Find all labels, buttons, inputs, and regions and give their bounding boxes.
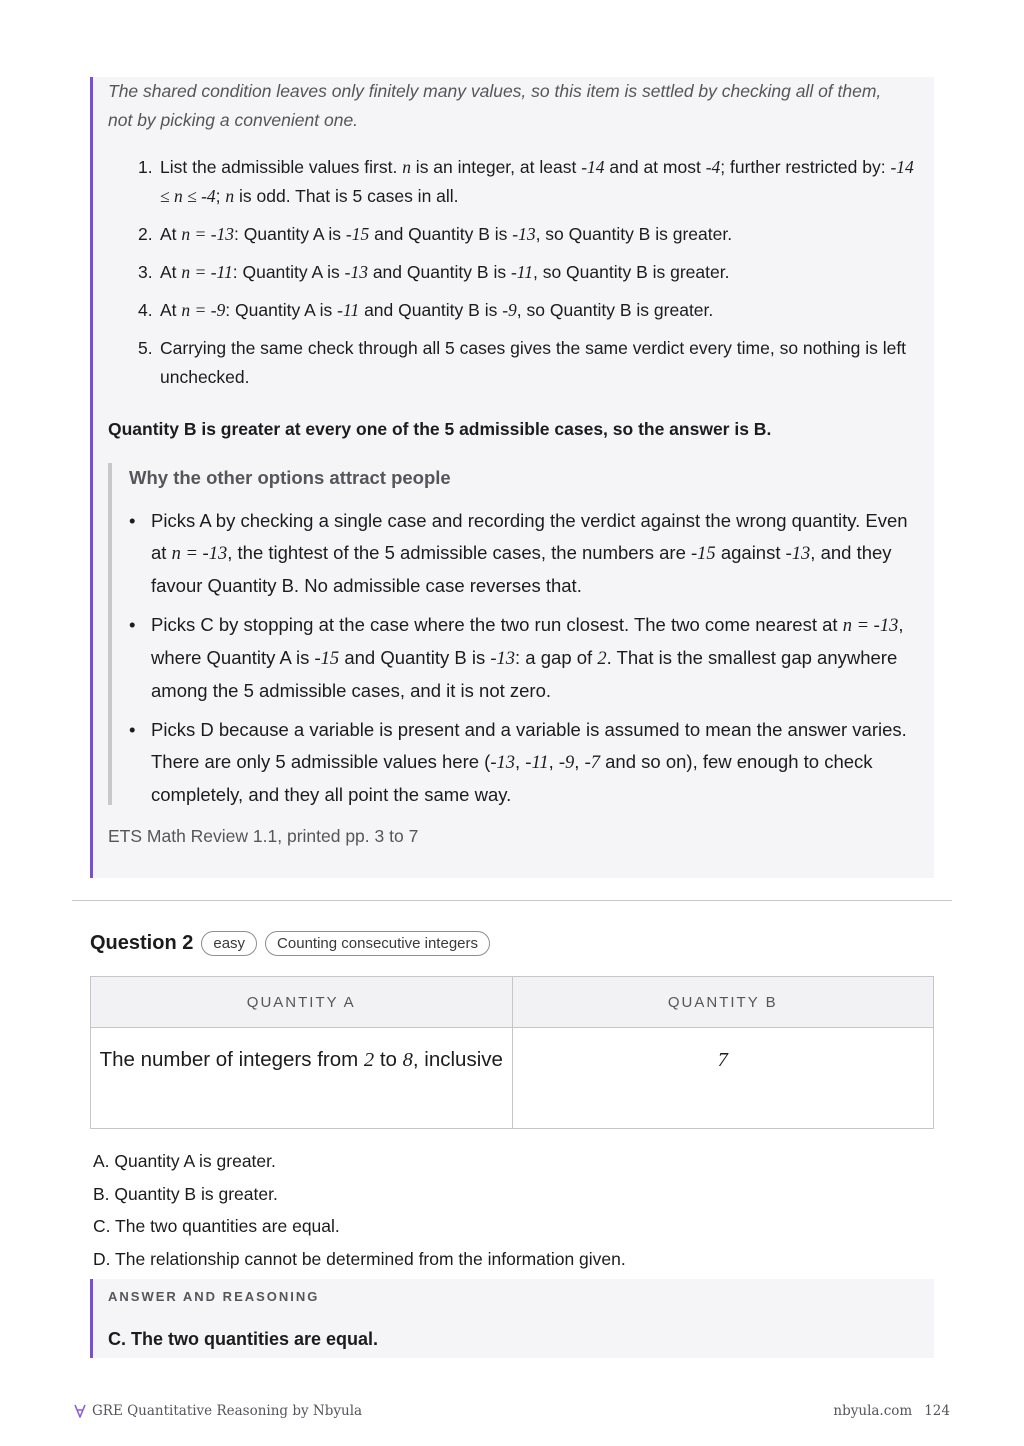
solution-step: 2. At n = -13: Quantity A is -15 and Quantity B is -13, so Quantity B is greater. — [138, 224, 733, 244]
answer-panel — [90, 1279, 934, 1358]
quantity-a-header: QUANTITY A — [91, 977, 513, 1028]
choice-b: B. Quantity B is greater. — [93, 1183, 278, 1204]
explanation-panel — [90, 77, 934, 878]
quantity-b-header: QUANTITY B — [512, 977, 934, 1028]
distractor-title: Why the other options attract people — [129, 467, 451, 488]
distractor-list — [129, 505, 909, 818]
conclusion: Quantity B is greater at every one of the 5 admissible cases, so the answer is B. — [108, 419, 772, 439]
distractor-item: • Picks A by checking a single case and recording the verdict against the wrong quantity. Even at n = -13, the tightest of the 5 admissible cases, the numbers are -15 against -13, and they favour Quantity B. No admissible case reverses that. — [129, 505, 909, 602]
solution-steps — [108, 153, 923, 401]
nbyula-logo-icon — [72, 1403, 88, 1419]
book-title: GRE Quantitative Reasoning by Nbyula — [92, 1403, 363, 1419]
explanation-intro: The shared condition leaves only finitely many values, so this item is settled by checking all of them, not by picking a convenient one. — [108, 81, 882, 130]
solution-step: 5. Carrying the same check through all 5 cases gives the same verdict every time, so nothing is left unchecked. — [138, 338, 907, 387]
answer-text: C. The two quantities are equal. — [108, 1329, 379, 1349]
site-link[interactable]: nbyula.com — [833, 1403, 913, 1419]
footer-right — [821, 1403, 950, 1419]
solution-step: 3. At n = -11: Quantity A is -13 and Quantity B is -11, so Quantity B is greater. — [138, 262, 730, 282]
section-divider — [72, 900, 952, 901]
quantity-table — [90, 976, 934, 1129]
source-citation: ETS Math Review 1.1, printed pp. 3 to 7 — [108, 826, 419, 846]
question-title: Question 2 — [90, 932, 194, 954]
choice-a: A. Quantity A is greater. — [93, 1151, 276, 1171]
topic-tag: Counting consecutive integers — [265, 931, 490, 956]
page-number: 124 — [924, 1403, 950, 1419]
distractor-item: • Picks C by stopping at the case where the two run closest. The two come nearest at n = -13, where Quantity A is -15 and Quantity B is -13: a gap of 2. That is the smallest gap anywhere among the 5 admissible cases, and it is not zero. — [129, 609, 909, 707]
distractor-analysis — [108, 463, 920, 805]
choice-c: C. The two quantities are equal. — [93, 1216, 340, 1236]
question-header — [90, 931, 498, 956]
choice-d: D. The relationship cannot be determined from the information given. — [93, 1248, 626, 1269]
quantity-b-cell: 7 — [512, 1028, 934, 1129]
quantity-a-cell: The number of integers from 2 to 8, inclusive — [91, 1028, 513, 1129]
difficulty-tag: easy — [201, 931, 257, 956]
answer-label: ANSWER AND REASONING — [108, 1289, 320, 1304]
footer-left — [72, 1403, 362, 1419]
solution-step: 4. At n = -9: Quantity A is -11 and Quantity B is -9, so Quantity B is greater. — [138, 300, 714, 320]
solution-step: 1. List the admissible values first. n is an integer, at least -14 and at most -4; further restricted by: -14 ≤ n ≤ -4; n is odd. That is 5 cases in all. — [138, 157, 914, 206]
distractor-item: • Picks D because a variable is present and a variable is assumed to mean the answer varies. There are only 5 admissible values here (-13, -11, -9, -7 and so on), few enough to check completely, and they all point the same way. — [129, 714, 909, 811]
answer-choices — [93, 1145, 626, 1275]
